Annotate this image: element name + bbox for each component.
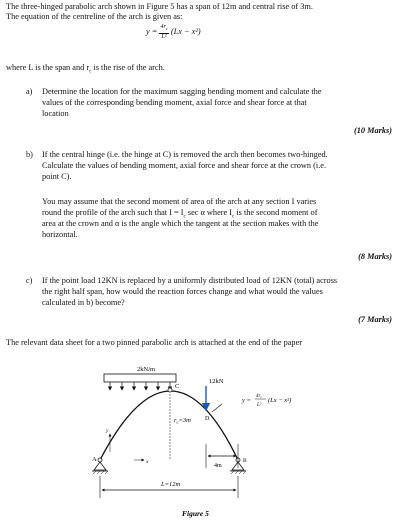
intro-line-2: The equation of the centreline of the arch is given as:: [6, 12, 183, 21]
para2-sub-b: c: [232, 214, 235, 220]
equation-denominator: L²: [161, 33, 167, 40]
udl-label: 2kN/m: [137, 366, 156, 373]
centreline-equation: [146, 24, 201, 40]
part-b-label: b): [26, 150, 33, 159]
point-d-label: D: [205, 416, 210, 422]
figure-eq-den: L²: [257, 403, 262, 408]
figure-eq-rhs: (Lx − x²): [268, 397, 292, 404]
point-b-label: B: [243, 458, 247, 464]
span-label: L=12m: [161, 481, 181, 488]
part-c-line-1: If the point load 12KN is replaced by a uniformly distributed load of 12KN (total) across: [42, 276, 338, 285]
part-b-para2-line-1: You may assume that the second moment of area of the arch at any section I varies: [42, 197, 317, 206]
part-c-label: c): [26, 276, 33, 285]
equation-numerator: 4r: [160, 24, 166, 30]
part-a-line-1: Determine the location for the maximum sagging bending moment and calculate the: [42, 87, 322, 96]
part-c-line-2: the right half span, how would the reaction forces change and what would the values: [42, 287, 323, 296]
part-b-marks: (8 Marks): [358, 252, 392, 261]
udl-load: [104, 374, 176, 390]
para2-text-b: sec α where I: [185, 208, 233, 217]
part-c-marks: (7 Marks): [358, 315, 392, 324]
where-line: [6, 63, 165, 78]
axis-x-label: x: [146, 459, 149, 465]
point-load-label: 12kN: [209, 378, 224, 385]
equation-numerator-sub: c: [165, 26, 168, 32]
intro-line-1: The three-hinged parabolic arch shown in Figure 5 has a span of 12m and central rise of 3m.: [6, 2, 313, 11]
axis-y-label: y: [106, 428, 109, 434]
offset-label: 4m: [214, 463, 222, 469]
part-b-line-3: point C).: [42, 172, 72, 181]
rise-label: $r_c=3m$: [174, 417, 191, 425]
arch-figure: [0, 352, 406, 532]
equation-rhs: (Lx − x²): [170, 27, 201, 36]
figure-eq-lhs: y =: [242, 397, 251, 404]
part-b-para2-line-4: horizontal.: [42, 230, 78, 239]
figure-eq-num: $4r_c$: [256, 394, 263, 399]
equation-lhs: y =: [146, 27, 158, 36]
where-text: where L is the span and r: [6, 63, 90, 72]
where-sub: c: [89, 69, 92, 75]
part-a-line-3: location: [42, 109, 69, 118]
equation-fraction: [159, 24, 168, 40]
part-c-line-3: calculated in b) become?: [42, 298, 125, 307]
part-a-label: a): [26, 87, 33, 96]
data-sheet-note: The relevant data sheet for a two pinned parabolic arch is attached at the end of the paper: [6, 338, 303, 347]
offset-dimension: [206, 444, 238, 468]
point-c-label: C: [175, 383, 180, 390]
arch-curve: [100, 391, 238, 460]
where-end: is the rise of the arch.: [91, 63, 165, 72]
crown-hinge: [168, 388, 172, 392]
part-b-para2-line-3: area at the crown and α is the angle which the tangent at the section makes with the: [42, 219, 319, 228]
part-a-marks: (10 Marks): [353, 126, 392, 135]
point-d-leader: [212, 404, 222, 412]
axes-symbol: [105, 428, 149, 465]
para2-sub-a: c: [183, 214, 186, 220]
part-a-line-2: values of the corresponding bending moment, axial force and shear force at that: [42, 98, 307, 107]
point-a-label: A: [92, 456, 97, 463]
para2-text-c: is the second moment of: [234, 208, 318, 217]
part-b-line-2: Calculate the values of bending moment, axial force and shear force at the crown (i.e.: [42, 161, 327, 170]
para2-text-a: round the profile of the arch such that I = I: [42, 208, 184, 217]
figure-caption: Figure 5: [182, 509, 209, 518]
part-b-line-1: If the central hinge (i.e. the hinge at C) is removed the arch then becomes two-hinged.: [42, 150, 328, 159]
